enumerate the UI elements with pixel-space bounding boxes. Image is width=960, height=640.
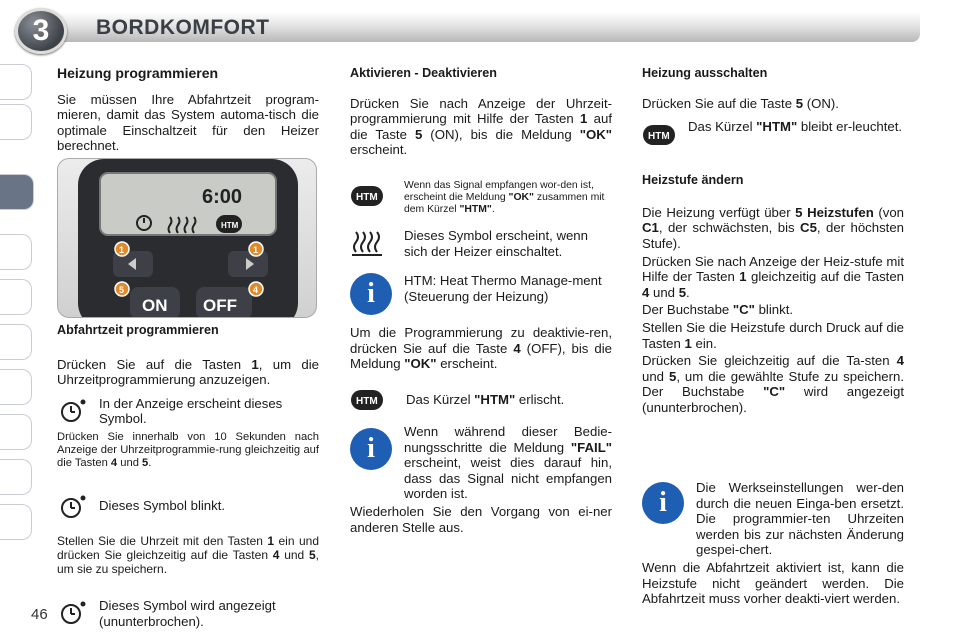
htm-off-note bbox=[350, 388, 612, 412]
chapter-tab-1[interactable] bbox=[0, 64, 32, 100]
right-p6: Drücken Sie gleichzeitig auf die Ta-sten 4 und 5, um die gewählte Stufe zu speichern. Der Buchstabe "C" wird angezeigt (ununterbrochen). bbox=[642, 353, 904, 415]
middle-column bbox=[350, 66, 612, 537]
left-column-lower bbox=[57, 323, 319, 629]
clock-symbol-text-3: Dieses Symbol wird angezeigt (ununterbrochen). bbox=[99, 597, 276, 629]
chapter-header bbox=[0, 0, 960, 50]
info-icon: i bbox=[350, 273, 392, 315]
info-fail-tail: Wiederholen Sie den Vorgang von ei-ner anderen Stelle aus. bbox=[350, 503, 612, 535]
info-fail-text: Wenn während dieser Bedie-nungsschritte die Meldung "FAIL" erscheint, weist dies darauf hin, dass das Signal nicht empfangen worden ist. bbox=[404, 423, 612, 502]
chapter-tab-6[interactable] bbox=[0, 324, 32, 360]
chapter-tab-8[interactable] bbox=[0, 414, 32, 450]
clock-symbol-text-2: Dieses Symbol blinkt. bbox=[99, 497, 226, 513]
htm-ok-text: Wenn das Signal empfangen wor-den ist, erscheint die Meldung "OK" zusammen mit dem Kürzel "HTM". bbox=[404, 179, 605, 215]
section-title-ausschalten: Heizung ausschalten bbox=[642, 66, 768, 80]
clock-symbol-note-2 bbox=[57, 492, 319, 522]
intro-text: Sie müssen Ihre Abfahrtzeit program-mieren, damit das System automa-tisch die optimale Einschaltzeit für den Heizer berechnet. bbox=[57, 91, 319, 154]
htm-remains-text: Das Kürzel "HTM" bleibt er-leuchtet. bbox=[688, 119, 903, 135]
clock-icon bbox=[57, 396, 89, 426]
svg-text:4: 4 bbox=[253, 285, 259, 295]
info-fail-note bbox=[350, 424, 612, 504]
remote-off-label: OFF bbox=[203, 296, 237, 315]
svg-text:HTM: HTM bbox=[356, 395, 378, 407]
htm-off-text: Das Kürzel "HTM" erlischt. bbox=[406, 391, 565, 407]
htm-icon bbox=[642, 123, 676, 147]
right-p1: Drücken Sie auf die Taste 5 (ON). bbox=[642, 95, 839, 111]
chapter-tabs bbox=[0, 64, 36, 564]
chapter-tab-7[interactable] bbox=[0, 369, 32, 405]
clock-symbol-note-1 bbox=[57, 396, 319, 427]
right-column-lower bbox=[642, 480, 904, 609]
remote-control-illustration bbox=[58, 159, 317, 318]
section-title-heizstufe: Heizstufe ändern bbox=[642, 173, 744, 188]
middle-p1: Drücken Sie nach Anzeige der Uhrzeit-programmierung mit Hilfe der Tasten 1 auf die Taste 5 (ON), bis die Meldung "OK" erscheint. bbox=[350, 95, 612, 158]
chapter-tab-10[interactable] bbox=[0, 504, 32, 540]
right-tail: Wenn die Abfahrtzeit aktiviert ist, kann die Heizstufe nicht geändert werden. Die Abfahrtzeit muss vorher deakti-viert werden. bbox=[642, 559, 904, 607]
svg-text:1: 1 bbox=[253, 245, 259, 255]
chapter-tab-4[interactable] bbox=[0, 234, 32, 270]
section-title-heizung-programmieren: Heizung programmieren bbox=[57, 65, 219, 81]
left-p2: Drücken Sie innerhalb von 10 Sekunden nach Anzeige der Uhrzeitprogrammie-rung gleichzeitig auf die Tasten 4 und 5. bbox=[57, 430, 319, 469]
info-htm-note bbox=[350, 273, 612, 315]
svg-text:5: 5 bbox=[119, 285, 125, 295]
chapter-tab-3-active[interactable] bbox=[0, 174, 34, 210]
info-factory-text: Die Werkseinstellungen wer-den durch die neuen Einga-ben ersetzt. Die programmier-ten Uhrzeiten werden bis zur nächsten Änderung gespei-chert. bbox=[696, 480, 904, 558]
left-p1: Drücken Sie auf die Tasten 1, um die Uhrzeitprogrammierung anzuzeigen. bbox=[57, 356, 319, 388]
chapter-tab-9[interactable] bbox=[0, 459, 32, 495]
right-p5: Stellen Sie die Heizstufe durch Druck auf die Tasten 1 ein. bbox=[642, 319, 904, 351]
heater-icon bbox=[350, 228, 384, 258]
clock-symbol-note-3 bbox=[57, 598, 319, 629]
heater-symbol-text: Dieses Symbol erscheint, wenn sich der Heizer einschaltet. bbox=[404, 227, 588, 259]
page-number: 46 bbox=[31, 606, 48, 623]
left-column bbox=[57, 66, 319, 156]
section-title-aktivieren: Aktivieren - Deaktivieren bbox=[350, 66, 497, 80]
svg-text:HTM: HTM bbox=[356, 191, 378, 203]
htm-icon bbox=[350, 184, 384, 208]
heater-symbol-note bbox=[350, 228, 612, 259]
left-p3: Stellen Sie die Uhrzeit mit den Tasten 1 ein und drücken Sie gleichzeitig auf die Tasten 4 und 5, um sie zu speichern. bbox=[57, 533, 319, 576]
right-p3: Drücken Sie nach Anzeige der Heiz-stufe mit Hilfe der Tasten 1 gleichzeitig auf die Tasten 4 und 5. bbox=[642, 253, 904, 300]
right-column bbox=[642, 66, 904, 418]
info-htm-text: HTM: Heat Thermo Manage-ment (Steuerung der Heizung) bbox=[404, 273, 602, 304]
clock-symbol-text-1: In der Anzeige erscheint dieses Symbol. bbox=[99, 395, 283, 427]
subtitle-abfahrtzeit: Abfahrtzeit programmieren bbox=[57, 323, 219, 337]
remote-display-time: 6:00 bbox=[202, 186, 243, 208]
svg-text:HTM: HTM bbox=[648, 131, 670, 143]
info-icon: i bbox=[350, 428, 392, 470]
middle-p2: Um die Programmierung zu deaktivie-ren, drücken Sie auf die Taste 4 (OFF), bis die Meldung "OK" erscheint. bbox=[350, 325, 612, 372]
remote-on-label: ON bbox=[142, 296, 168, 315]
clock-icon bbox=[57, 492, 89, 522]
clock-icon bbox=[57, 598, 89, 628]
htm-ok-note bbox=[350, 180, 612, 216]
htm-remains-note bbox=[642, 119, 904, 147]
right-p4: Der Buchstabe "C" blinkt. bbox=[642, 302, 794, 318]
right-p2: Die Heizung verfügt über 5 Heizstufen (von C1, der schwächsten, bis C5, der höchsten Stufe). bbox=[642, 204, 905, 251]
remote-control-photo bbox=[57, 158, 317, 318]
htm-icon bbox=[350, 388, 384, 412]
info-factory-note bbox=[642, 480, 904, 560]
remote-htm-label: HTM bbox=[221, 221, 239, 230]
chapter-tab-2[interactable] bbox=[0, 104, 32, 140]
info-icon: i bbox=[642, 482, 684, 524]
chapter-tab-5[interactable] bbox=[0, 279, 32, 315]
svg-text:1: 1 bbox=[119, 245, 125, 255]
chapter-title: BORDKOMFORT bbox=[96, 16, 270, 39]
chapter-number-badge: 3 bbox=[15, 8, 67, 54]
